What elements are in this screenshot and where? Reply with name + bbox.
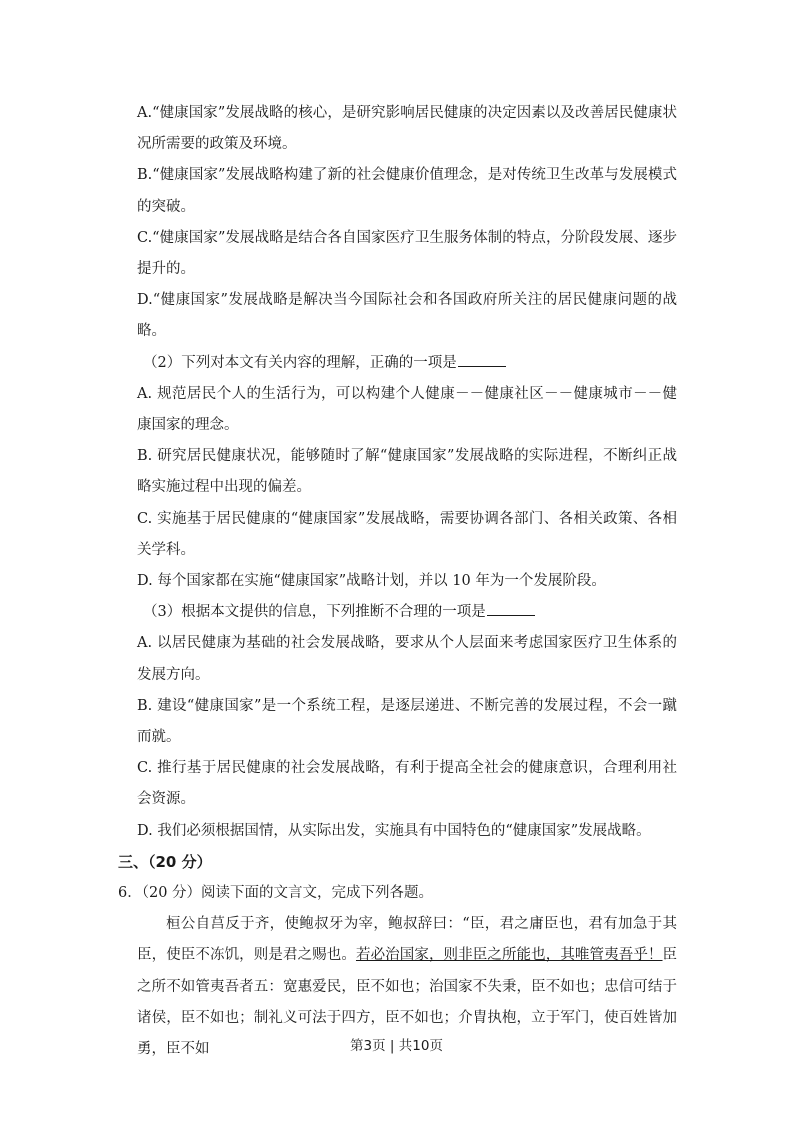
answer-blank [458, 365, 506, 367]
q1-option-d: D.“健康国家”发展战略是解决当今国际社会和各国政府所关注的居民健康问题的战略。 [137, 292, 677, 340]
answer-blank [487, 614, 535, 616]
q3-option-a: A. 以居民健康为基础的社会发展战略，要求从个人层面来考虑国家医疗卫生体系的发展方向。 [137, 635, 677, 683]
passage-text-2: 臣之所不如管夷吾者五：宽惠爱民，臣不如也；治国家不失秉，臣不如也；忠信可结于诸侯，臣不如也；制礼义可法于四方，臣不如也；介胄执枹，立于军门，使百姓皆加勇，臣不如 [137, 947, 678, 1058]
q3-stem [137, 597, 677, 628]
section-heading: 三、（20 分） [118, 852, 212, 871]
q2-option-c: C. 实施基于居民健康的“健康国家”发展战略，需要协调各部门、各相关政策、各相关学科。 [137, 510, 677, 558]
q6-stem: 6．（20 分）阅读下面的文言文，完成下列各题。 [118, 885, 434, 902]
passage-underlined-sentence: 若必治国家，则非臣之所能也，其唯管夷吾乎！ [355, 947, 663, 964]
q3-stem-text: （3）根据本文提供的信息，下列推断不合理的一项是 [143, 604, 486, 621]
q1-option-b: B.“健康国家”发展战略构建了新的社会健康价值理念，是对传统卫生改革与发展模式的突破。 [137, 167, 677, 215]
q2-option-b: B. 研究居民健康状况，能够随时了解“健康国家”发展战略的实际进程，不断纠正战略实施过程中出现的偏差。 [137, 448, 677, 496]
q2-option-d: D. 每个国家都在实施“健康国家”战略计划，并以 10 年为一个发展阶段。 [137, 573, 606, 590]
q1-option-a: A.“健康国家”发展战略的核心，是研究影响居民健康的决定因素以及改善居民健康状况所需要的政策及环境。 [137, 105, 677, 153]
q3-option-b: B. 建设“健康国家”是一个系统工程，是逐层递进、不断完善的发展过程，不会一蹴而就。 [137, 697, 677, 746]
q3-option-c: C. 推行基于居民健康的社会发展战略，有利于提高全社会的健康意识，合理利用社会资源。 [137, 760, 677, 808]
passage-text-1: 桓公自莒反于齐，使鲍叔牙为宰，鲍叔辞曰：“臣，君之庸臣也，君有加急于其臣，使臣不冻饥，则是君之赐也。 [137, 916, 677, 964]
q3-option-d: D. 我们必须根据国情，从实际出发，实施具有中国特色的“健康国家”发展战略。 [137, 822, 651, 839]
q1-option-c: C.“健康国家”发展战略是结合各自国家医疗卫生服务体制的特点，分阶段发展、逐步提升的。 [137, 229, 677, 278]
q2-stem-text: （2）下列对本文有关内容的理解，正确的一项是 [143, 354, 457, 371]
q2-stem [137, 348, 677, 379]
page-footer: 第3页 | 共10页 [350, 1038, 443, 1054]
q2-option-a: A. 规范居民个人的生活行为，可以构建个人健康－－健康社区－－健康城市－－健康国家的理念。 [137, 385, 677, 434]
document-body [118, 98, 678, 1065]
